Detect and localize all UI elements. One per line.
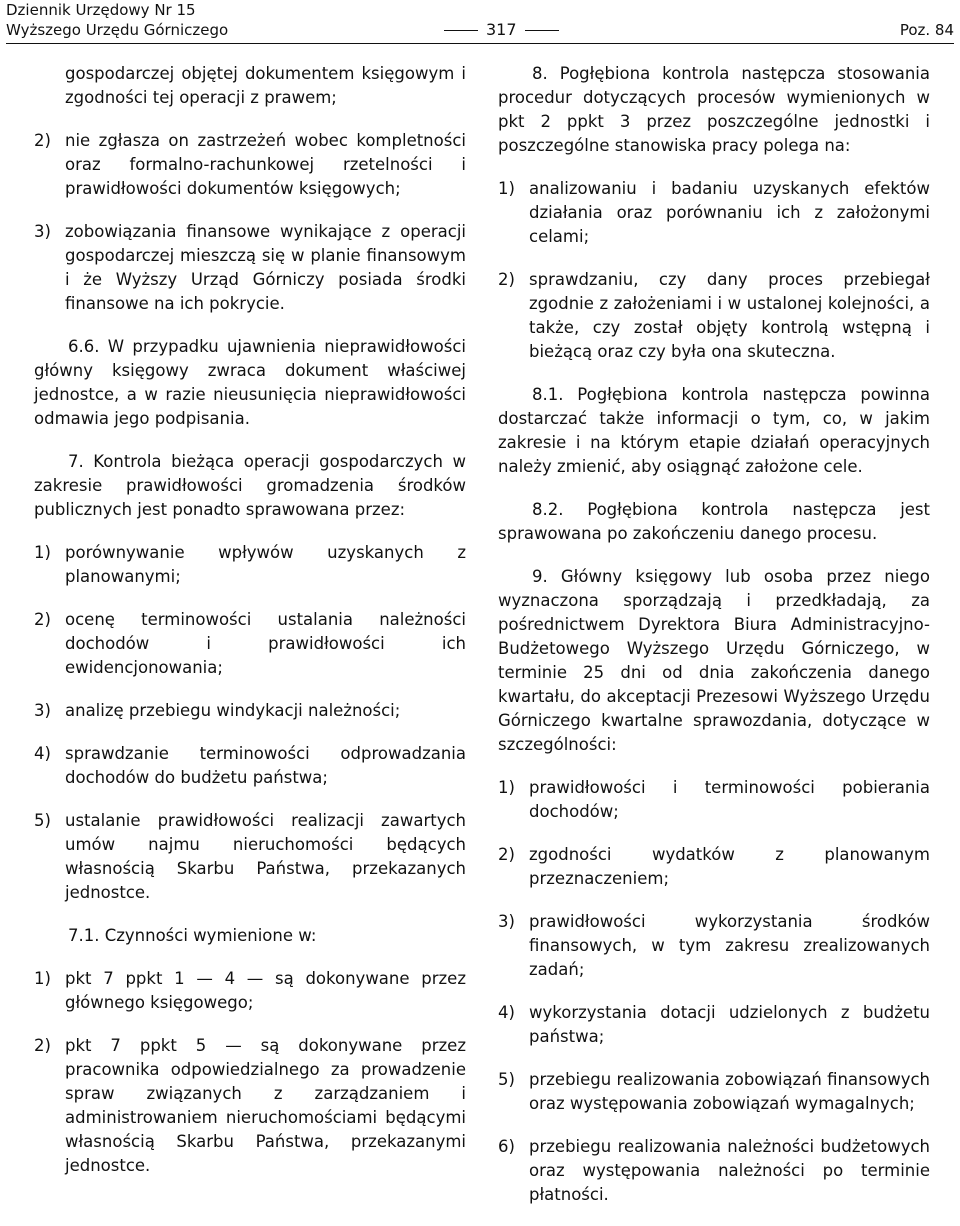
list-item-text: przebiegu realizowania należności budżetowych oraz występowania należności po terminie płatności. [529,1137,930,1204]
list-item [498,268,930,364]
list-item-text: prawidłowości i terminowości pobierania dochodów; [529,778,930,821]
list-items-8 [498,177,930,364]
header-rule [6,43,954,44]
list-item-number: 3) [34,222,51,241]
list-item-text: ocenę terminowości ustalania należności dochodów i prawidłowości ich ewidencjonowania; [65,610,466,677]
list-item-number: 4) [34,744,51,763]
list-item-number: 5) [498,1070,515,1089]
list-item [498,177,930,249]
list-item [498,1068,930,1116]
list-items-7 [34,541,466,905]
list-item-number: 2) [498,270,515,289]
list-item-number: 6) [498,1137,515,1156]
list-item-text: wykorzystania dotacji udzielonych z budżetu państwa; [529,1003,930,1046]
list-item-number: 5) [34,811,51,830]
list-item-number: 2) [34,131,51,150]
list-item-text: sprawdzanie terminowości odprowadzania dochodów do budżetu państwa; [65,744,466,787]
list-item-text: sprawdzaniu, czy dany proces przebiegał zgodnie z założeniami i w ustalonej kolejności, a także, czy został objęty kontrolą wstępną i bieżącą oraz czy była ona skuteczna. [529,270,930,361]
list-item-text: zgodności wydatków z planowanym przeznaczeniem; [529,845,930,888]
list-item-text: analizę przebiegu windykacji należności; [65,701,401,720]
list-item [34,220,466,316]
paragraph-8-2: 8.2. Pogłębiona kontrola następcza jest sprawowana po zakończeniu danego procesu. [498,500,930,543]
paragraph-7: 7. Kontrola bieżąca operacji gospodarczych w zakresie prawidłowości gromadzenia środków publicznych jest ponadto sprawowana przez: [34,452,466,519]
list-item-number: 2) [34,610,51,629]
paragraph-9: 9. Główny księgowy lub osoba przez niego wyznaczona sporządzają i przedkładają, za pośrednictwem Dyrektora Biura Administracyjno-Budżetowego Wyższego Urzędu Górniczego, w terminie 25 dni od dnia zakończenia danego kwartału, do akceptacji Prezesowi Wyższego Urzędu Górniczego kwartalne sprawozdania, dotyczące w szczególności: [498,567,930,754]
page-number-value: 317 [486,20,517,39]
list-items-6-5 [34,129,466,316]
list-items-7-1 [34,967,466,1178]
list-item-text: pkt 7 ppkt 5 — są dokonywane przez pracownika odpowiedzialnego za prowadzenie spraw związanych z zarządzaniem i administrowaniem nieruchomościami będącymi własnością Skarbu Państwa, przekazanymi jednostce. [65,1036,466,1175]
list-item-text: nie zgłasza on zastrzeżeń wobec kompletności oraz formalno-rachunkowej rzetelności i prawidłowości dokumentów księgowych; [65,131,466,198]
list-item-number: 2) [34,1036,51,1055]
list-item [498,1001,930,1049]
list-item-text: analizowaniu i badaniu uzyskanych efektów działania oraz porównaniu ich z założonymi celami; [529,179,930,246]
list-item-number: 1) [34,969,51,988]
position-label: Poz. 84 [899,21,954,39]
list-item [498,910,930,982]
journal-title [6,0,228,40]
list-item [498,776,930,824]
list-item-text: przebiegu realizowania zobowiązań finansowych oraz występowania zobowiązań wymagalnych; [529,1070,930,1113]
list-item-number: 3) [34,701,51,720]
list-item-number: 1) [498,778,515,797]
list-item [34,742,466,790]
list-item [498,843,930,891]
list-item-number: 3) [498,912,515,931]
page-header [0,0,960,46]
page-number-dash-left [444,30,478,31]
list-item-1-continuation [34,62,466,110]
list-item-number: 1) [34,543,51,562]
list-item-text: gospodarczej objętej dokumentem księgowym i zgodności tej operacji z prawem; [65,64,466,107]
list-item [34,967,466,1015]
list-item [34,608,466,680]
list-item [34,1034,466,1178]
list-items-9 [498,776,930,1207]
list-item-text: zobowiązania finansowe wynikające z operacji gospodarczej mieszczą się w planie finansowym i że Wyższy Urząd Górniczy posiada środki finansowe na ich pokrycie. [65,222,466,313]
list-item-text: ustalanie prawidłowości realizacji zawartych umów najmu nieruchomości będących własnością Skarbu Państwa, przekazanych jednostce. [65,811,466,902]
list-item [34,699,466,723]
page-number-dash-right [525,30,559,31]
list-item-number: 1) [498,179,515,198]
list-item-number: 4) [498,1003,515,1022]
list-item-text: pkt 7 ppkt 1 — 4 — są dokonywane przez głównego księgowego; [65,969,466,1012]
list-item-number: 2) [498,845,515,864]
list-item [34,129,466,201]
list-item-text: prawidłowości wykorzystania środków finansowych, w tym zakresu zrealizowanych zadań; [529,912,930,979]
paragraph-7-1: 7.1. Czynności wymienione w: [68,926,317,945]
list-item [498,1135,930,1207]
right-column [498,62,930,1226]
journal-title-line2: Wyższego Urzędu Górniczego [6,21,229,39]
list-item-text: porównywanie wpływów uzyskanych z planowanymi; [65,543,466,586]
page-number [436,20,567,40]
paragraph-8-1: 8.1. Pogłębiona kontrola następcza powinna dostarczać także informacji o tym, co, w jakim zakresie i na którym etapie działań operacyjnych należy zmienić, aby osiągnąć założone cele. [498,385,930,476]
left-column [34,62,466,1197]
list-item [34,809,466,905]
paragraph-8: 8. Pogłębiona kontrola następcza stosowania procedur dotyczących procesów wymienionych w pkt 2 ppkt 3 przez poszczególne jednostki i poszczególne stanowiska pracy polega na: [498,64,930,155]
paragraph-6-6: 6.6. W przypadku ujawnienia nieprawidłowości główny księgowy zwraca dokument właściwej jednostce, a w razie nieusunięcia nieprawidłowości odmawia jego podpisania. [34,337,466,428]
list-item [34,541,466,589]
journal-title-line1: Dziennik Urzędowy Nr 15 [6,1,196,19]
